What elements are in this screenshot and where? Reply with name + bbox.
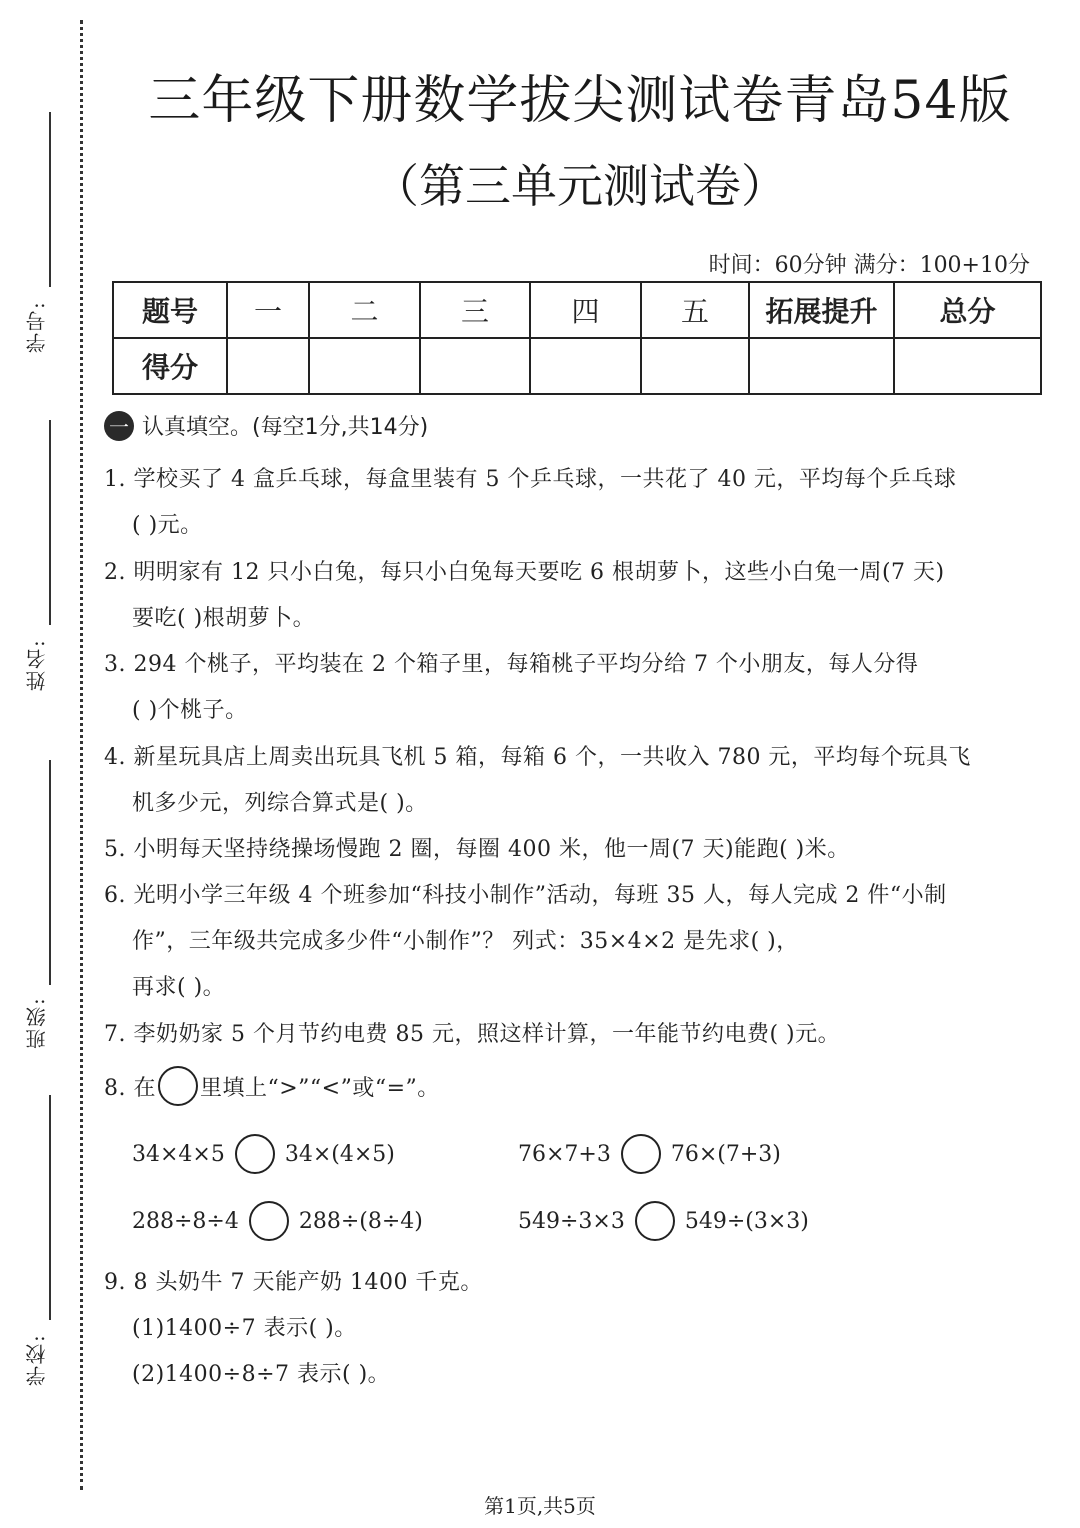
compare-2-answer-circle[interactable] — [621, 1134, 661, 1174]
score-cell[interactable] — [641, 338, 749, 394]
page-subtitle: （第三单元测试卷） — [373, 159, 787, 213]
question-4-line-1: 4. 新星玩具店上周卖出玩具飞机 5 箱，每箱 6 个，一共收入 780 元，平均每个玩具飞 — [104, 745, 971, 770]
class-label: 班级: — [25, 996, 49, 1050]
compare-item-4 — [518, 1201, 809, 1241]
compare-item-1 — [132, 1134, 395, 1174]
compare-3-answer-circle[interactable] — [249, 1201, 289, 1241]
header-cell-question-no: 题号 — [113, 282, 227, 338]
question-8 — [104, 1066, 440, 1106]
score-row-label: 得分 — [113, 338, 227, 394]
score-cell[interactable] — [309, 338, 420, 394]
student-no-label: 学号: — [25, 300, 49, 354]
header-cell-total: 总分 — [894, 282, 1041, 338]
question-9: 9. 8 头奶牛 7 天能产奶 1400 千克。 — [104, 1270, 483, 1295]
compare-2-right: 76×(7+3) — [670, 1141, 781, 1167]
question-2-line-1: 2. 明明家有 12 只小白兔，每只小白兔每天要吃 6 根胡萝卜，这些小白兔一周(7 天) — [104, 560, 945, 585]
question-6-line-2: 作”，三年级共完成多少件“小制作”？ 列式：35×4×2 是先求( )， — [132, 929, 799, 954]
compare-4-right: 549÷(3×3) — [684, 1208, 809, 1234]
header-cell-5: 五 — [641, 282, 749, 338]
compare-3-left: 288÷8÷4 — [132, 1208, 239, 1234]
compare-item-3 — [132, 1201, 423, 1241]
score-table-header-row — [113, 282, 1041, 338]
compare-item-2 — [518, 1134, 781, 1174]
question-8-suffix: 里填上“>”“<”或“=”。 — [199, 1075, 440, 1101]
score-cell[interactable] — [227, 338, 309, 394]
score-table-score-row — [113, 338, 1041, 394]
question-6-line-1: 6. 光明小学三年级 4 个班参加“科技小制作”活动，每班 35 人，每人完成 2 件“小制 — [104, 883, 947, 908]
header-cell-2: 二 — [309, 282, 420, 338]
class-line — [49, 760, 51, 985]
page-footer: 第1页,共5页 — [484, 1494, 596, 1518]
score-cell[interactable] — [894, 338, 1041, 394]
score-table — [112, 281, 1042, 395]
score-cell[interactable] — [749, 338, 894, 394]
circle-symbol-icon — [158, 1066, 198, 1106]
page-title: 三年级下册数学拔尖测试卷青岛54版 — [148, 71, 1012, 131]
section-heading — [104, 410, 428, 441]
header-cell-4: 四 — [530, 282, 641, 338]
question-9-part-2: (2)1400÷8÷7 表示( )。 — [132, 1362, 391, 1387]
question-3-line-2: ( )个桃子。 — [132, 698, 248, 723]
compare-4-left: 549÷3×3 — [518, 1208, 625, 1234]
exam-info: 时间：60分钟 满分：100+10分 — [708, 253, 1030, 278]
question-9-part-1: (1)1400÷7 表示( )。 — [132, 1316, 357, 1341]
name-label: 姓名: — [25, 638, 49, 692]
question-1-line-1: 1. 学校买了 4 盒乒乓球，每盒里装有 5 个乒乓球，一共花了 40 元，平均每个乒乓球 — [104, 467, 957, 492]
student-no-line — [49, 112, 51, 287]
name-line — [49, 420, 51, 625]
question-2-line-2: 要吃( )根胡萝卜。 — [132, 606, 316, 631]
compare-3-right: 288÷(8÷4) — [298, 1208, 423, 1234]
question-3-line-1: 3. 294 个桃子，平均装在 2 个箱子里，每箱桃子平均分给 7 个小朋友，每人分得 — [104, 652, 919, 677]
compare-1-answer-circle[interactable] — [235, 1134, 275, 1174]
compare-4-answer-circle[interactable] — [635, 1201, 675, 1241]
compare-2-left: 76×7+3 — [518, 1141, 611, 1167]
school-line — [49, 1095, 51, 1320]
section-title: 认真填空。(每空1分,共14分) — [142, 415, 429, 440]
question-6-line-3: 再求( )。 — [132, 975, 226, 1000]
compare-1-left: 34×4×5 — [132, 1141, 225, 1167]
question-1-line-2: ( )元。 — [132, 513, 203, 538]
question-4-line-2: 机多少元，列综合算式是( )。 — [132, 791, 428, 816]
header-cell-3: 三 — [420, 282, 530, 338]
question-8-prefix: 8. 在 — [104, 1075, 156, 1101]
score-cell[interactable] — [420, 338, 530, 394]
binding-dotted-line — [80, 20, 83, 1490]
question-7: 7. 李奶奶家 5 个月节约电费 85 元，照这样计算，一年能节约电费( )元。 — [104, 1022, 841, 1047]
header-cell-extension: 拓展提升 — [749, 282, 894, 338]
score-cell[interactable] — [530, 338, 641, 394]
header-cell-1: 一 — [227, 282, 309, 338]
section-number-badge: 一 — [104, 411, 134, 441]
question-5: 5. 小明每天坚持绕操场慢跑 2 圈，每圈 400 米，他一周(7 天)能跑( )米。 — [104, 837, 850, 862]
compare-1-right: 34×(4×5) — [284, 1141, 395, 1167]
school-label: 学校: — [25, 1333, 49, 1387]
